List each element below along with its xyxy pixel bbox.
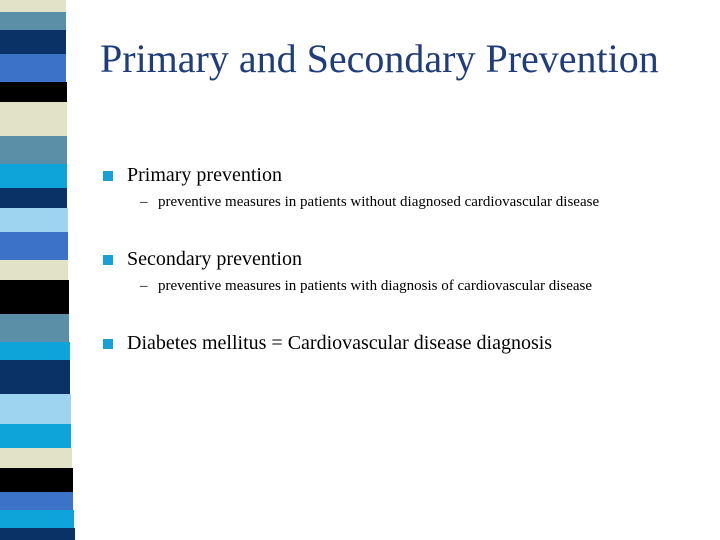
bullet-group-secondary [100,246,710,296]
stripe [0,208,68,232]
bullet-group-primary [100,162,710,212]
square-bullet-icon [103,255,113,265]
stripe [0,232,68,260]
sub-bullet-text: preventive measures in patients without diagnosed cardiovascular disease [158,194,600,210]
stripe [0,394,71,424]
slide-title: Primary and Secondary Prevention [100,36,659,81]
stripe [0,448,72,468]
stripe [0,280,69,314]
bullet-text: Secondary prevention [127,248,302,270]
dash-bullet-icon: – [140,194,148,210]
bullet-text: Primary prevention [127,164,282,186]
stripe [0,30,66,54]
bullet-group-diabetes [100,330,710,356]
decorative-stripe-bar [0,0,80,540]
square-bullet-icon [103,339,113,349]
bullet-list [100,162,710,356]
stripe [0,102,67,136]
stripe [0,342,70,360]
stripe [0,164,67,188]
stripe [0,260,68,280]
stripe [0,82,67,102]
stripe [0,492,73,510]
stripe [0,424,71,448]
bullet-text: Diabetes mellitus = Cardiovascular disease diagnosis [127,332,553,354]
bullet-item [100,246,710,272]
stripe [0,510,74,528]
sub-bullet-item [100,192,710,212]
stripe [0,12,66,30]
stripe [0,468,73,492]
bullet-item [100,162,710,188]
stripe [0,528,75,540]
stripe [0,360,70,394]
sub-bullet-item [100,276,710,296]
dash-bullet-icon: – [140,278,148,294]
stripe [0,0,66,12]
sub-bullet-text: preventive measures in patients with diagnosis of cardiovascular disease [158,278,593,294]
stripe [0,188,67,208]
stripe [0,136,67,164]
stripe [0,54,66,82]
square-bullet-icon [103,171,113,181]
stripe [0,314,69,342]
bullet-item [100,330,710,356]
